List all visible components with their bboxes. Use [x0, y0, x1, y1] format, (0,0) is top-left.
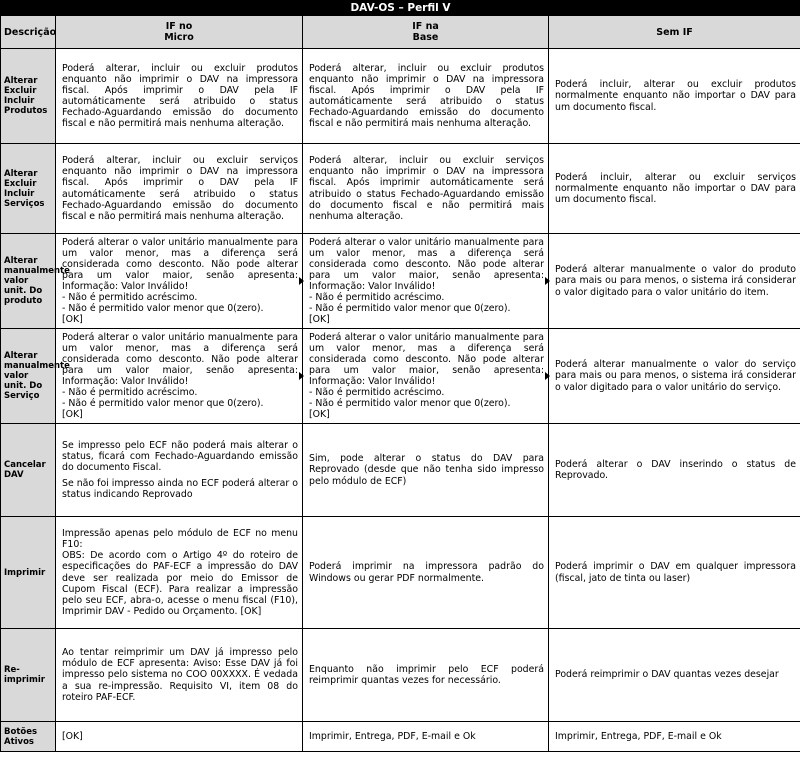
cell-text: - Não é permitido acréscimo.	[309, 292, 445, 304]
cell-if-base: Sim, pode alterar o status do DAV para Reprovado (desde que não tenha sido impresso pelo módulo de ECF)	[303, 424, 549, 517]
row-label: Alterar Excluir Incluir Serviços	[1, 144, 56, 234]
cell-if-base: Poderá alterar, incluir ou excluir produtos enquanto não imprimir o DAV na impressora fiscal. Após imprimir o DAV pela IF automáticamente será atribuido o status Fechado-Aguardando emissão do documento fiscal e não permitirá mais nenhuma alteração.	[303, 49, 549, 144]
header-sem-if: Sem IF	[549, 16, 800, 49]
cell-if-base	[303, 329, 549, 424]
header-row	[1, 16, 800, 49]
row-label: Botões Ativos	[1, 722, 56, 752]
row-label: Alterar manualmente valor unit. Do Serviço	[1, 329, 56, 424]
header-if-micro-line1: IF no	[165, 21, 193, 32]
cell-text: Poderá alterar o valor unitário manualmente para um valor menor, mas a diferença será considerada como desconto. Não pode alterar para um valor maior, senão apresenta: Informação: Valor Inválido!	[309, 331, 544, 387]
cell-text: - Não é permitido acréscimo.	[309, 387, 445, 399]
cell-if-base	[303, 234, 549, 329]
cell-text: Poderá alterar o valor unitário manualmente para um valor menor, mas a diferença será considerada como desconto. Não pode alterar para um valor maior, senão apresenta: Informação: Valor Inválido!	[62, 331, 298, 387]
cell-if-micro	[56, 517, 303, 629]
cell-if-base: Poderá imprimir na impressora padrão do Windows ou gerar PDF normalmente.	[303, 517, 549, 629]
cell-text: Impressão apenas pelo módulo de ECF no menu F10:	[62, 528, 298, 551]
cell-text: - Não é permitido valor menor que 0(zero).	[62, 303, 264, 315]
ok-text: [OK]	[309, 314, 330, 326]
cell-text: Se não foi impresso ainda no ECF poderá alterar o status indicando Reprovado	[62, 477, 298, 500]
table-row	[1, 424, 800, 517]
table-row	[1, 629, 800, 722]
ok-text: [OK]	[309, 409, 330, 421]
cell-if-base: Imprimir, Entrega, PDF, E-mail e Ok	[303, 722, 549, 752]
row-label: Imprimir	[1, 517, 56, 629]
header-descricao: Descrição	[1, 16, 56, 49]
cell-if-micro	[56, 234, 303, 329]
cell-text: - Não é permitido valor menor que 0(zero).	[62, 398, 264, 410]
cell-text: - Não é permitido acréscimo.	[62, 387, 198, 399]
cell-sem-if: Poderá alterar manualmente o valor do produto para mais ou para menos, o sistema irá considerar o valor digitado para o valor unitário do item.	[549, 234, 800, 329]
cell-text: - Não é permitido valor menor que 0(zero).	[309, 398, 511, 410]
row-label: Cancelar DAV	[1, 424, 56, 517]
table-row	[1, 517, 800, 629]
header-if-base-line2: Base	[412, 32, 439, 43]
header-if-micro-line2: Micro	[164, 32, 194, 43]
cell-text: - Não é permitido valor menor que 0(zero).	[309, 303, 511, 315]
cell-sem-if: Imprimir, Entrega, PDF, E-mail e Ok	[549, 722, 800, 752]
cell-if-micro	[56, 424, 303, 517]
cell-sem-if: Poderá reimprimir o DAV quantas vezes desejar	[549, 629, 800, 722]
table-row	[1, 234, 800, 329]
row-label: Alterar Excluir Incluir Produtos	[1, 49, 56, 144]
header-if-base-line1: IF na	[412, 21, 439, 32]
cell-if-base: Poderá alterar, incluir ou excluir serviços enquanto não imprimir o DAV na impressora fiscal. Após imprimir automáticamente será atribuido o status Fechado-Aguardando emissão do documento fiscal e não permitirá mais nenhuma alteração.	[303, 144, 549, 234]
cell-if-micro: Poderá alterar, incluir ou excluir serviços enquanto não imprimir o DAV na impressora fiscal. Após imprimir o DAV pela IF automáticamente será atribuido o status Fechado-Aguardando emissão do documento fiscal e não permitirá mais nenhuma alteração.	[56, 144, 303, 234]
cell-sem-if: Poderá incluir, alterar ou excluir serviços normalmente enquanto não importar o DAV para um documento fiscal.	[549, 144, 800, 234]
cell-if-micro: Ao tentar reimprimir um DAV já impresso pelo módulo de ECF apresenta: Aviso: Esse DAV já foi impresso pelo sistema no COO 00XXXX. É vedada a sua re-impressão. Requisito VI, item 08 do roteiro PAF-ECF.	[56, 629, 303, 722]
row-label: Alterar manualmente valor unit. Do produto	[1, 234, 56, 329]
title-row	[1, 1, 800, 16]
table-row	[1, 144, 800, 234]
cell-sem-if: Poderá alterar o DAV inserindo o status de Reprovado.	[549, 424, 800, 517]
cell-if-micro	[56, 329, 303, 424]
table-row	[1, 329, 800, 424]
cell-if-micro: Poderá alterar, incluir ou excluir produtos enquanto não imprimir o DAV na impressora fiscal. Após imprimir o DAV pela IF automáticamente será atribuido o status Fechado-Aguardando emissão do documento fiscal e não permitirá mais nenhuma alteração.	[56, 49, 303, 144]
ok-text: [OK]	[62, 314, 83, 326]
cell-text: Poderá alterar o valor unitário manualmente para um valor menor, mas a diferença será considerada como desconto. Não pode alterar para um valor maior, senão apresenta: Informação: Valor Inválido!	[62, 236, 298, 292]
row-label: Re-imprimir	[1, 629, 56, 722]
cell-text: OBS: De acordo com o Artigo 4º do roteiro de especificações do PAF-ECF a impressão do DAV deve ser realizada por meio do Emissor de Cupom Fiscal (ECF). Para realizar a impressão pelo seu ECF, abra-o, acesse o menu fiscal (F10), Imprimir DAV - Pedido ou Orçamento. [OK]	[62, 550, 298, 617]
cell-text: Poderá alterar o valor unitário manualmente para um valor menor, mas a diferença será considerada como desconto. Não pode alterar para um valor maior, senão apresenta: Informação: Valor Inválido!	[309, 236, 544, 292]
table-row	[1, 722, 800, 752]
cell-sem-if: Poderá imprimir o DAV em qualquer impressora (fiscal, jato de tinta ou laser)	[549, 517, 800, 629]
table-row	[1, 49, 800, 144]
cell-text: Se impresso pelo ECF não poderá mais alterar o status, ficará com Fechado-Aguardando emissão do documento Fiscal.	[62, 440, 298, 474]
table-title: DAV-OS – Perfil V	[1, 1, 800, 16]
cell-if-base: Enquanto não imprimir pelo ECF poderá reimprimir quantas vezes for necessário.	[303, 629, 549, 722]
cell-if-micro: [OK]	[56, 722, 303, 752]
header-if-base	[303, 16, 549, 49]
cell-sem-if: Poderá incluir, alterar ou excluir produtos normalmente enquanto não importar o DAV para um documento fiscal.	[549, 49, 800, 144]
header-if-micro	[56, 16, 303, 49]
cell-text: - Não é permitido acréscimo.	[62, 292, 198, 304]
ok-text: [OK]	[62, 409, 83, 421]
cell-sem-if: Poderá alterar manualmente o valor do serviço para mais ou para menos, o sistema irá considerar o valor digitado para o valor unitário do serviço.	[549, 329, 800, 424]
